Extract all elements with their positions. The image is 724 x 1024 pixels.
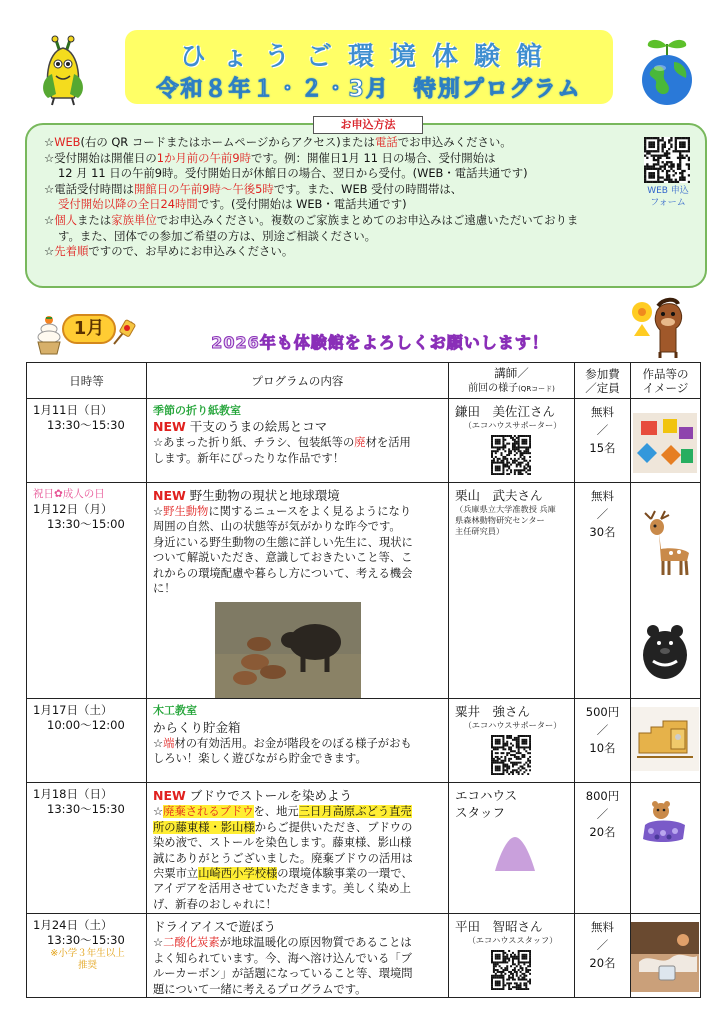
instructor-cell: [449, 699, 575, 783]
instruction-segment: です。例：開催日1月 11 日の場合、受付開始は: [250, 150, 496, 165]
description-line: [153, 966, 443, 981]
description-segment: ルーカーボン」が話題になっていること等、環境問: [153, 967, 413, 981]
fee-cell: [575, 483, 631, 699]
qr-code-icon[interactable]: [491, 735, 531, 775]
title-box: [125, 30, 613, 104]
instruction-segment: 開館日の午前9時～午後5時: [133, 181, 274, 196]
fee-cell: [575, 783, 631, 914]
instruction-line: [44, 182, 636, 198]
description-segment: げ、新春のおしゃれに！: [153, 897, 277, 911]
instructor-cell: [449, 483, 575, 699]
fee: 無料: [591, 920, 614, 935]
fan-icon: [110, 318, 136, 348]
sprout-globe-icon: [636, 32, 698, 106]
program-title: 干支のうまの絵馬とコマ: [189, 419, 328, 435]
instruction-segment: です。また、WEB 受付の時間帯は、: [273, 181, 463, 196]
instruction-segment: 1か月前の午前9時: [156, 150, 251, 165]
header-date: 日時等: [27, 363, 147, 399]
event-date: 1月17日（土）: [33, 703, 113, 718]
description-segment: 所の藤東様・影山様: [153, 820, 255, 834]
instruction-segment: ですので、お早めにお申込みください。: [88, 244, 294, 259]
instructor-affiliation: （エコハウスサポーター）: [463, 420, 562, 430]
origami-ema-photo: [631, 407, 699, 475]
instruction-line: [44, 244, 636, 260]
instruction-segment: ☆: [44, 212, 55, 227]
description-line: [153, 820, 443, 835]
table-row: [27, 783, 701, 914]
description-line: [153, 982, 443, 997]
description-segment: 周囲の自然、山の状態等が気がかりな昨今です。: [153, 520, 401, 534]
event-date: 1月24日（土）: [33, 918, 113, 933]
page-subtitle: 令和８年１・２・3月 特別プログラム: [156, 77, 582, 102]
instructor-affiliation: （兵庫県立大学准教授 兵庫: [455, 504, 556, 514]
instructor-name-line2: スタッフ: [455, 805, 506, 821]
fee: 500円: [585, 705, 620, 720]
image-cell: [631, 783, 701, 914]
instruction-segment: 個人: [54, 212, 78, 227]
instructor-affiliation: 県森林動物研究センター: [455, 515, 545, 525]
description-segment: ☆: [153, 805, 164, 819]
horse-icon: [630, 296, 700, 360]
header-instructor: [449, 363, 575, 399]
dry-ice-photo: [631, 922, 699, 992]
fee-separator: ／: [596, 507, 609, 521]
description-segment: ☆: [153, 736, 164, 750]
description-line: [153, 881, 443, 896]
instructor-cell: [449, 914, 575, 998]
header-fee-line2: ／定員: [585, 380, 620, 395]
instructor-affiliation: （エコハウスサポーター）: [463, 720, 562, 731]
deer-icon: [631, 509, 699, 579]
instructor-name: 鎌田 美佐江さん: [455, 404, 556, 419]
program-category: 木工教室: [153, 704, 197, 718]
instruction-line: [44, 213, 636, 229]
header-fee: [575, 363, 631, 399]
description-line: [153, 835, 443, 850]
description-line: [153, 451, 443, 466]
program-title-line: [153, 719, 443, 736]
program-cell: [147, 783, 449, 914]
qr-caption-line2: フォーム: [650, 198, 686, 208]
instruction-segment: ☆: [44, 244, 55, 259]
instruction-line: [44, 151, 636, 167]
description-segment: 身近にいる野生動物の生態に詳しい先生に、現状に: [153, 535, 413, 549]
date-cell: [27, 399, 147, 483]
instruction-segment: ☆電話受付時間は: [44, 181, 134, 196]
instruction-segment: WEB: [54, 135, 81, 149]
program-cell: [147, 699, 449, 783]
date-cell: [27, 483, 147, 699]
description-line: [153, 751, 443, 766]
capacity: 15名: [589, 441, 616, 455]
description-segment: が地球温暖化の原因物質であることは: [219, 936, 412, 950]
description-segment: よく知られています。今、海へ溶け込んでいる「ブ: [153, 951, 412, 965]
fee: 無料: [591, 405, 614, 419]
description-segment: 山崎西小学校様: [198, 867, 278, 881]
description-segment: しろい！楽しく遊びながら貯金できます。: [153, 752, 367, 766]
instruction-segment: 電話: [374, 135, 398, 149]
qr-code-icon[interactable]: [491, 950, 531, 990]
program-title: 野生動物の現状と地球環境: [189, 488, 340, 503]
fee-cell: [575, 914, 631, 998]
age-note: 推奨: [77, 960, 97, 972]
fee-separator: ／: [596, 423, 609, 437]
description-segment: 廃: [354, 436, 366, 450]
description-segment: に関するニュースをよく見るようになり: [208, 505, 412, 518]
program-title-line: [153, 487, 443, 504]
description-line: [153, 804, 443, 819]
kagami-mochi-icon: [36, 314, 62, 356]
capacity: 10名: [589, 741, 616, 756]
description-line: [153, 581, 443, 596]
fee-cell: [575, 399, 631, 483]
description-segment: ☆あまった折り紙、チラシ、包装紙等の: [153, 436, 355, 450]
description-segment: アイデアを活用させていただきます。美しく染め上: [153, 882, 411, 896]
qr-caption-line1: WEB 申込: [647, 186, 689, 196]
description-line: [153, 935, 443, 950]
image-cell: [631, 914, 701, 998]
description-segment: 材の有効活用。お金が階段をのぼる様子がおも: [174, 736, 412, 750]
event-time: 13:30～15:30: [47, 418, 125, 432]
image-cell: [631, 399, 701, 483]
age-note: ※小学３年生以上: [50, 948, 125, 960]
instructor-name: 平田 智昭さん: [455, 919, 543, 935]
instruction-segment: 受付開始以降の全日24時間: [58, 197, 198, 212]
event-time: 13:30～15:00: [47, 517, 125, 531]
image-cell: [631, 699, 701, 783]
description-line: [153, 550, 443, 565]
instructor-name: 栗山 武夫さん: [455, 488, 543, 503]
application-instructions: [44, 135, 636, 260]
event-time: 13:30～15:30: [47, 933, 125, 948]
description-segment: 廃棄されるブドウ: [163, 805, 254, 819]
header-fee-line1: 参加費: [585, 366, 620, 381]
description-segment: からご提供いただき、ブドウの: [254, 820, 413, 834]
description-segment: ついて解説いただき、意識しておきたいこと等、こ: [153, 551, 413, 565]
fee-cell: [575, 699, 631, 783]
event-date: 1月11日（日）: [33, 403, 113, 417]
description-line: [153, 951, 443, 966]
program-cell: [147, 483, 449, 699]
page-title: ひょうご環境体験館: [179, 42, 558, 72]
instructor-affiliation: 主任研究員）: [455, 526, 505, 536]
header-instructor-line2: 前回の様子: [468, 382, 519, 394]
description-line: [153, 435, 443, 450]
description-segment: 宍粟市立: [153, 867, 199, 881]
table-row: [27, 483, 701, 699]
date-cell: [27, 783, 147, 914]
instruction-segment: または: [77, 212, 112, 227]
wild-boar-photo: [215, 602, 361, 698]
qr-code-icon[interactable]: [491, 435, 531, 475]
description-line: [153, 535, 443, 550]
description-segment: 三日月高原ぶどう直売: [298, 805, 412, 819]
capacity: 30名: [589, 525, 616, 539]
description-segment: ☆: [153, 505, 164, 518]
program-title-line: [153, 787, 443, 804]
description-line: [153, 897, 443, 912]
description-segment: 誠にありがとうございました。廃棄ブドウの活用は: [153, 851, 413, 865]
description-line: [153, 519, 443, 534]
fee: 800円: [585, 789, 620, 804]
description-segment: れからの環境配慮や暮らし方について、考える機会: [153, 566, 413, 580]
instruction-segment: でお申込みください。複数のご家族まとめてのお申込みはご遠慮いただいておりま: [156, 212, 579, 227]
event-time: 13:30～15:30: [47, 802, 125, 817]
instruction-segment: 家族単位: [111, 212, 157, 227]
program-title: からくり貯金箱: [153, 719, 241, 735]
table-header-row: [27, 363, 701, 399]
bear-icon: [631, 613, 699, 683]
fee: 無料: [591, 489, 614, 503]
description-segment: に！: [153, 582, 176, 596]
fee-separator: ／: [596, 807, 609, 822]
instruction-segment: でお申込みください。: [397, 135, 512, 149]
instructor-cell: [449, 399, 575, 483]
new-badge: NEW: [153, 788, 186, 804]
description-segment: の環境体験事業の一環で、: [277, 867, 413, 881]
instructor-name: 粟井 強さん: [455, 704, 531, 720]
fee-separator: ／: [596, 938, 609, 953]
qr-code-icon[interactable]: [644, 137, 690, 183]
description-segment: します。新年にぴったりな作品です！: [153, 451, 345, 465]
header-content: プログラムの内容: [147, 363, 449, 399]
program-cell: [147, 399, 449, 483]
month-banner: 2026年も体験館をよろしくお願いします！: [211, 333, 549, 352]
description-line: [153, 736, 443, 751]
instruction-segment: です。(受付開始は WEB・電話共通です): [197, 197, 407, 212]
capacity: 20名: [589, 956, 616, 971]
instruction-line: [44, 197, 636, 213]
description-segment: 端: [163, 736, 175, 750]
event-date: 1月12日（月）: [33, 502, 113, 516]
karakuri-bank-photo: [631, 707, 699, 771]
header-instructor-line3: (QRコード): [518, 384, 555, 393]
instruction-segment: 12 月 11 日の午前9時。受付開始日が休館日の場合、翌日から受付。(WEB・電話共通です): [58, 166, 528, 181]
description-segment: 材を活用: [365, 436, 411, 450]
description-line: [153, 504, 443, 519]
fee-separator: ／: [596, 723, 609, 738]
program-title: ブドウでストールを染めよう: [189, 788, 353, 804]
event-date: 1月18日（日）: [33, 787, 113, 802]
application-heading: お申込方法: [313, 116, 423, 134]
date-cell: [27, 914, 147, 998]
program-category: 季節の折り紙教室: [153, 404, 241, 417]
program-table: [26, 362, 701, 998]
instruction-segment: ☆受付開始は開催日の: [44, 150, 157, 165]
description-line: [153, 866, 443, 881]
qr-caption: [636, 185, 700, 209]
instruction-line: [44, 135, 636, 151]
instructor-cell: [449, 783, 575, 914]
header-image-line1: 作品等の: [642, 366, 689, 381]
program-title-line: [153, 918, 443, 935]
stole-icon: [485, 831, 545, 875]
program-title-line: [153, 418, 443, 435]
holiday-label: 祝日✿成人の日: [33, 488, 105, 500]
month-badge: 1月: [62, 314, 116, 344]
table-row: [27, 699, 701, 783]
event-time: 10:00～12:00: [47, 718, 125, 733]
date-cell: [27, 699, 147, 783]
capacity: 20名: [589, 825, 616, 840]
image-cell: [631, 483, 701, 699]
description-line: [153, 851, 443, 866]
description-segment: 二酸化炭素: [163, 936, 220, 950]
instructor-name: エコハウス: [455, 788, 518, 804]
instruction-line: [44, 166, 636, 182]
description-segment: ☆: [153, 936, 164, 950]
new-badge: NEW: [153, 488, 186, 503]
description-line: [153, 566, 443, 581]
table-row: [27, 914, 701, 998]
description-segment: 題について一緒に考えるプログラムです。: [153, 982, 367, 996]
new-badge: NEW: [153, 419, 186, 435]
instruction-line: [44, 229, 636, 245]
description-segment: を、地元: [253, 805, 299, 819]
description-segment: 染め液で、ストールを染色します。藤東様、影山様: [153, 836, 412, 850]
dyed-stole-bear-icon: [631, 791, 699, 861]
instructor-affiliation: （エコハウススタッフ）: [467, 935, 558, 946]
instruction-segment: ☆: [44, 135, 55, 149]
instruction-segment: (右の QR コードまたはホームページからアクセス)または: [80, 135, 375, 149]
header-instructor-line1: 講師／: [494, 365, 529, 380]
program-title: ドライアイスで遊ぼう: [153, 919, 277, 935]
table-row: [27, 399, 701, 483]
description-segment: 野生動物: [163, 505, 209, 518]
instruction-segment: 先着順: [54, 244, 89, 259]
leaf-mascot-icon: [38, 34, 88, 106]
header-image: [631, 363, 701, 399]
header-image-line2: イメージ: [642, 380, 689, 395]
program-cell: [147, 914, 449, 998]
instruction-segment: す。また、団体での参加ご希望の方は、別途ご相談ください。: [58, 228, 377, 243]
